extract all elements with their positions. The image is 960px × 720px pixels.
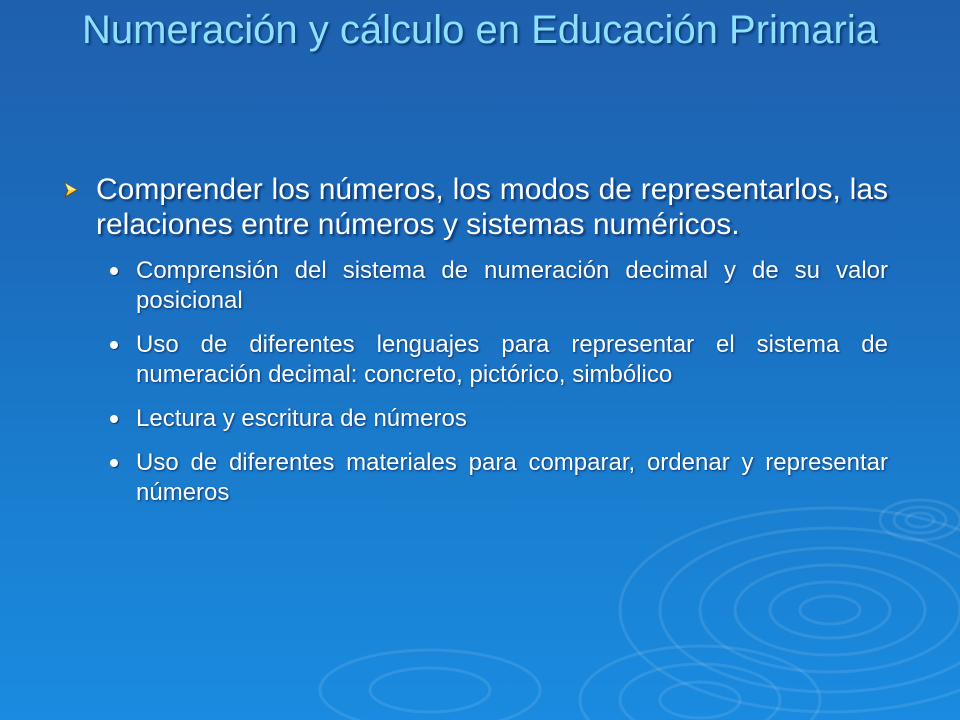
main-bullet	[60, 172, 888, 242]
sub-bullet-item	[60, 448, 888, 508]
dot-bullet-icon	[110, 459, 118, 467]
sub-bullet-item	[60, 404, 888, 434]
arrow-bullet-icon	[62, 181, 80, 199]
sub-bullet-text: Uso de diferentes materiales para comparar, ordenar y representar números	[136, 449, 888, 506]
sub-bullet-item	[60, 330, 888, 390]
sub-bullet-text: Comprensión del sistema de numeración decimal y de su valor posicional	[136, 257, 888, 314]
sub-bullet-list	[60, 256, 888, 508]
sub-bullet-text: Lectura y escritura de números	[136, 405, 467, 432]
slide-title: Numeración y cálculo en Educación Primaria	[82, 8, 878, 52]
sub-bullet-item	[60, 256, 888, 316]
sub-bullet-text: Uso de diferentes lenguajes para representar el sistema de numeración decimal: concreto, pictórico, simbólico	[136, 331, 888, 388]
dot-bullet-icon	[110, 415, 118, 423]
dot-bullet-icon	[110, 341, 118, 349]
dot-bullet-icon	[110, 267, 118, 275]
slide-content	[60, 172, 888, 522]
main-bullet-text: Comprender los números, los modos de representarlos, las relaciones entre números y sistemas numéricos.	[96, 173, 888, 241]
